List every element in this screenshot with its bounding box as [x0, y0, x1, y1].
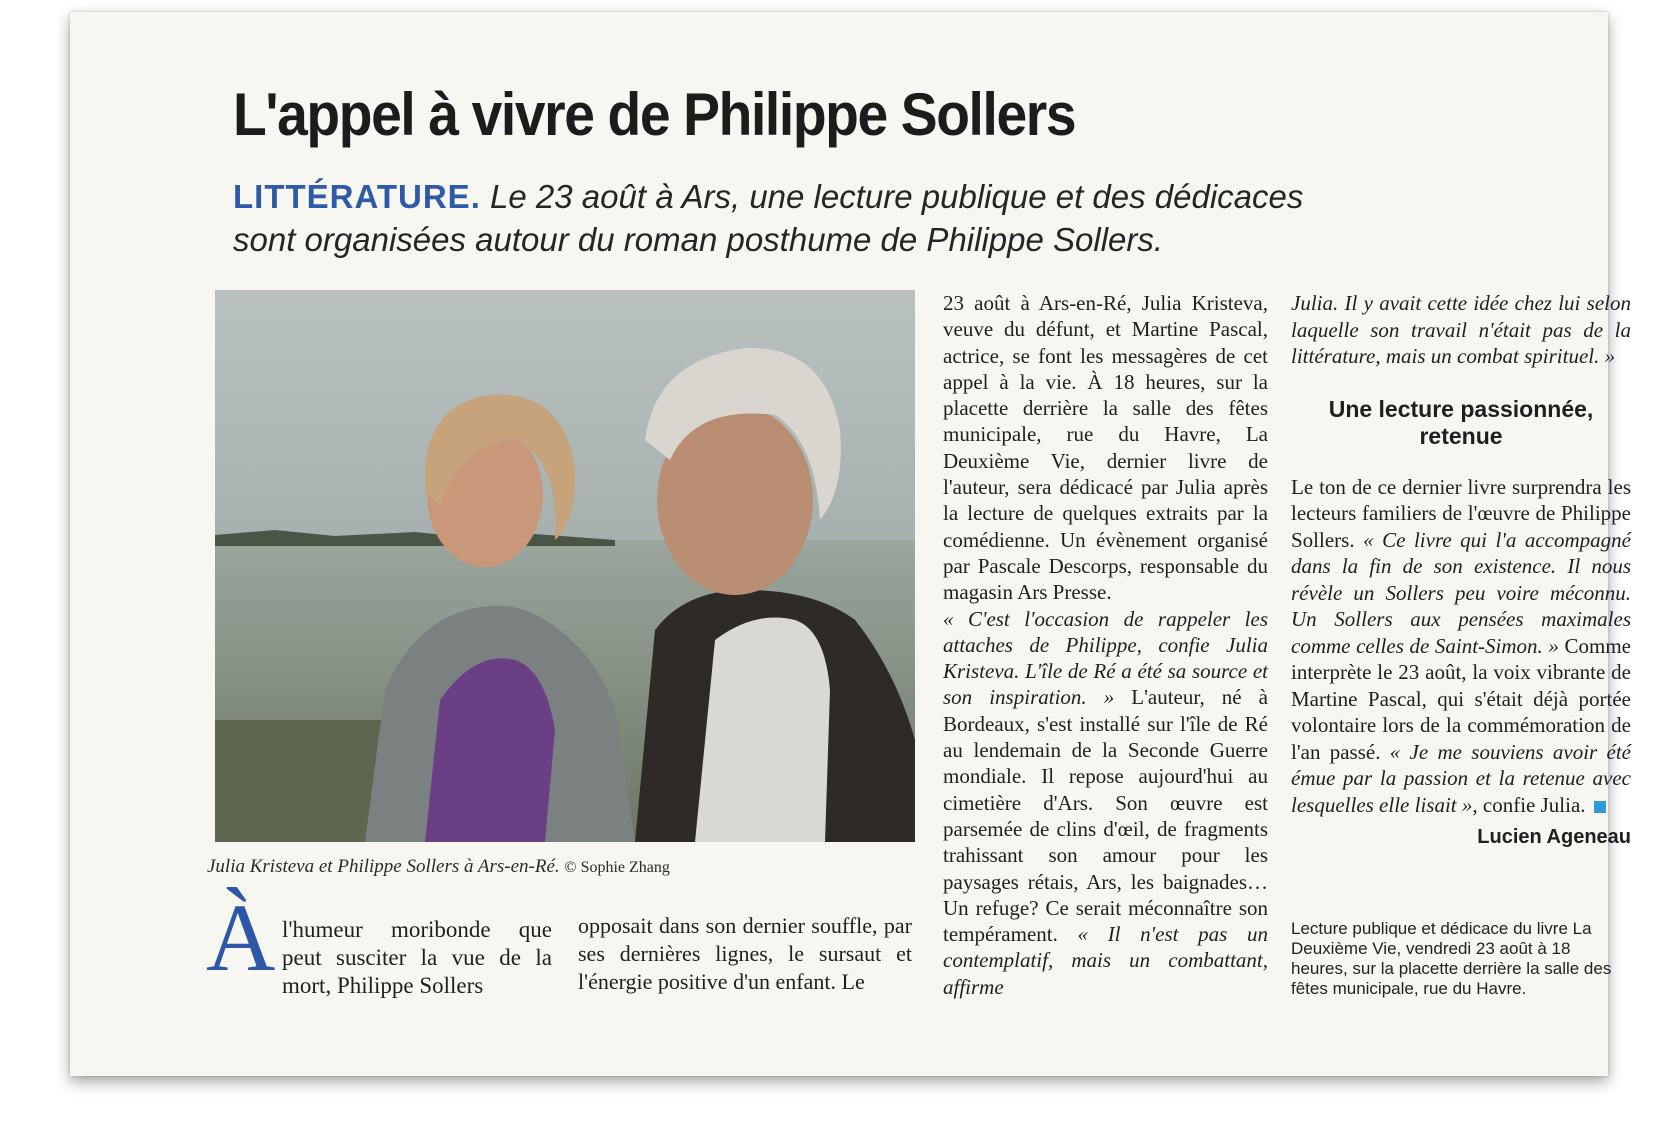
tone-text: Le ton de ce dernier livre surprendra les lecteurs familiers de l'œuvre de Philippe Sollers. — [1291, 474, 1631, 552]
drop-cap: À — [206, 884, 276, 991]
photo-credit: © Sophie Zhang — [564, 859, 670, 876]
column-4-paragraph — [1291, 474, 1631, 819]
photo-caption — [207, 856, 670, 878]
article-standfirst — [233, 175, 1353, 261]
end-of-article-mark — [1594, 801, 1606, 813]
kristeva-quote: « C'est l'occasion de rappeler les attaches de Philippe, confie Julia Kristeva. L'île de Ré a été sa source et son inspiration. » — [943, 606, 1268, 710]
column-1-text: l'humeur moribonde que peut susciter la vue de la mort, Philippe Sollers — [282, 917, 552, 998]
caption-text: Julia Kristeva et Philippe Sollers à Ars-en-Ré. — [207, 856, 560, 877]
column-3-paragraph-2 — [943, 606, 1268, 1000]
book-quote: « Ce livre qui l'a accompagné dans la fin de son existence. Il nous révèle un Sollers peu voire méconnu. Un Sollers aux pensées maximales comme celles de Saint-Simon. » — [1291, 527, 1631, 658]
newspaper-clipping — [70, 12, 1631, 1076]
bio-text: L'auteur, né à Bordeaux, s'est installé sur l'île de Ré au lendemain de la Seconde Guerre mondiale. Il repose aujourd'hui au cimetière d'Ars. Son œuvre est parsemée de clins d'œil, de fragments trahissant son amour pour les paysages rétais, Ars, les baignades… Un refuge? Ce serait méconnaître son tempérament. — [943, 685, 1269, 947]
combatant-quote-end: Julia. Il y avait cette idée chez lui selon laquelle son travail n'était pas de la littérature, mais un combat spirituel. » — [1291, 291, 1631, 368]
combatant-quote-start: « Il n'est pas un contemplatif, mais un combattant, affirme — [943, 922, 1268, 999]
article-photo — [215, 290, 915, 842]
photo-illustration — [215, 290, 915, 842]
column-3-paragraph-1: 23 août à Ars-en-Ré, Julia Kristeva, veuve du défunt, et Martine Pascal, actrice, se font les messagères de cet appel à la vie. À 18 heures, sur la placette derrière la salle des fêtes municipale, rue du Havre, La Deuxième Vie, dernier livre de l'auteur, sera dédicacé par Julia après la lecture de quelques extraits par la comédienne. Un évènement organisé par Pascale Descorps, responsable du magasin Ars Presse. — [943, 291, 1268, 605]
confie-julia-text: , confie Julia. — [1472, 792, 1586, 817]
column-2-text: opposait dans son dernier souffle, par ses dernières lignes, le sursaut et l'énergie positive d'un enfant. Le — [578, 913, 912, 994]
event-info-box: Lecture publique et dédicace du livre La Deuxième Vie, vendredi 23 août à 18 heures, sur la placette derrière la salle des fêtes municipale, rue du Havre. — [1291, 919, 1612, 998]
article-headline: L'appel à vivre de Philippe Sollers — [233, 81, 1076, 148]
standfirst-text: Le 23 août à Ars, une lecture publique et des dédicaces sont organisées autour du roman posthume de Philippe Sollers. — [233, 178, 1304, 258]
article-column-2 — [578, 912, 912, 996]
article-subhead: Une lecture passionnée, retenue — [1328, 395, 1594, 449]
article-column-4 — [1291, 290, 1631, 851]
article-column-1 — [282, 916, 552, 1000]
julia-quote: « Je me souviens avoir été émue par la passion et la retenue avec lesquelles elle lisait » — [1291, 739, 1631, 817]
interpreter-text: Comme interprète le 23 août, la voix vibrante de Martine Pascal, qui s'était déjà portée volontaire lors de la commémoration de l'an passé. — [1291, 633, 1631, 764]
author-signature: Lucien Ageneau — [1477, 826, 1631, 848]
section-kicker: LITTÉRATURE. — [233, 178, 481, 215]
article-column-3 — [943, 290, 1268, 1000]
